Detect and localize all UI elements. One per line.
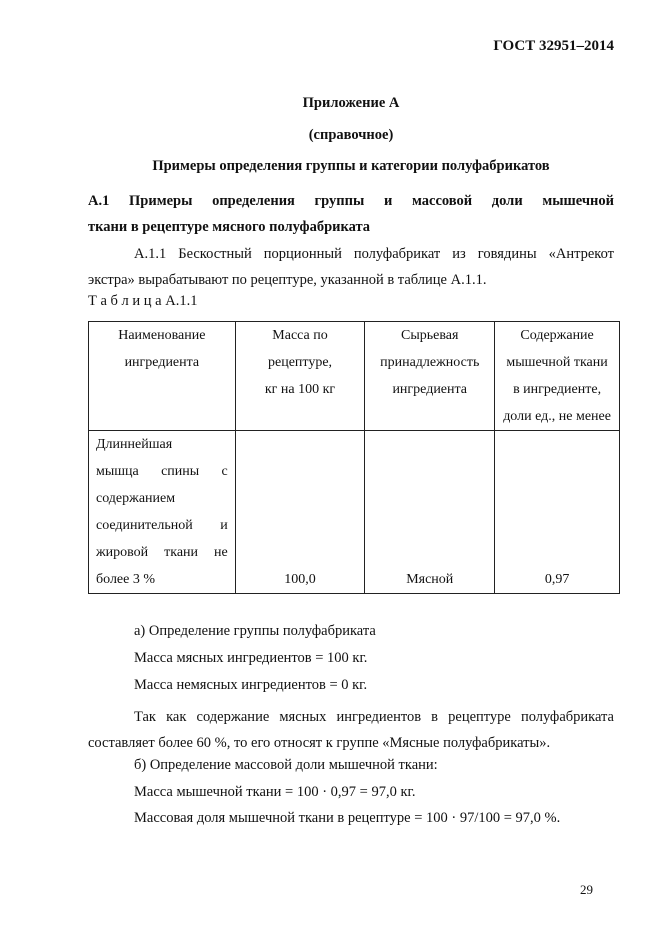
table-caption: Т а б л и ц а А.1.1 [88,293,198,309]
cell-muscle: 0,97 [495,431,620,594]
section-heading-line1: А.1 Примеры определения группы и массовой доли мышечной [88,193,614,209]
intro-line1: А.1.1 Бескостный порционный полуфабрикат из говядины «Антрекот [134,246,614,262]
cell-source: Мясной [365,431,495,594]
appendix-subtitle: (справочное) [308,127,394,143]
cell-mass: 100,0 [235,431,365,594]
calc-since-line1: Так как содержание мясных ингредиентов в рецептуре полуфабриката [134,709,614,725]
calc-muscle-share: Массовая доля мышечной ткани в рецептуре = 100 · 97/100 = 97,0 %. [134,810,561,826]
section-heading-line2: ткани в рецептуре мясного полуфабриката [88,219,371,235]
header-muscle: Содержание мышечной ткани в ингредиенте, доли ед., не менее [495,322,620,431]
table-header-row [89,322,620,431]
calc-since-line2: составляет более 60 %, то его относят к группе «Мясные полуфабрикаты». [88,735,551,751]
document-id: ГОСТ 32951–2014 [493,38,614,54]
header-source: Сырьевая принадлежность ингредиента [365,322,495,431]
calc-nonmeat-mass: Масса немясных ингредиентов = 0 кг. [134,677,368,693]
intro-line2: экстра» вырабатывают по рецептуре, указанной в таблице А.1.1. [88,272,487,288]
header-ingredient: Наименование ингредиента [89,322,236,431]
header-mass: Масса по рецептуре, кг на 100 кг [235,322,365,431]
appendix-title: Приложение А [302,95,400,111]
calc-muscle-mass: Масса мышечной ткани = 100 · 0,97 = 97,0 кг. [134,784,416,800]
calc-a-heading: а) Определение группы полуфабриката [134,623,376,639]
calc-meat-mass: Масса мясных ингредиентов = 100 кг. [134,650,368,666]
table-row [89,431,620,594]
calc-b-heading: б) Определение массовой доли мышечной ткани: [134,757,438,773]
appendix-heading: Примеры определения группы и категории полуфабрикатов [152,158,550,174]
ingredients-table [88,321,620,594]
page-number: 29 [580,882,593,897]
cell-ingredient: Длиннейшая мышца спины с содержанием соединительной и жировой ткани не более 3 % [89,431,236,594]
